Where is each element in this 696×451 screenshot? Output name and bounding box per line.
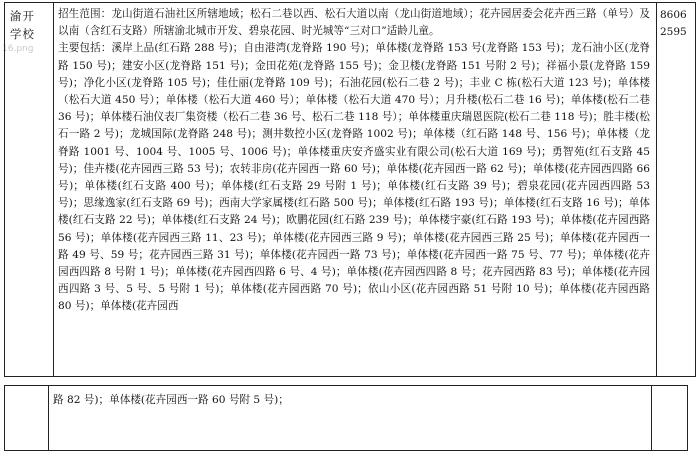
school-name-line1: 渝开 <box>10 9 35 23</box>
continuation-text: 路 82 号)；单体楼(花卉园西一路 60 号附 5 号)； <box>53 394 289 406</box>
continuation-cell <box>49 386 652 451</box>
watermark-text: 16.png <box>2 44 34 54</box>
empty-phone-cell <box>652 386 688 451</box>
continuation-table <box>4 385 688 451</box>
enrollment-includes-text: 主要包括：溪岸上品(红石路 288 号)；自由港湾(龙脊路 190 号)；单体楼(龙脊路 153 号(龙脊路 153 号)；龙石油小区(龙脊路 150 号)；建安小区(龙脊路 151 号)；金田花苑(龙脊路 155 号)；金卫楼(龙脊路 151 号附 2 号)；祥福小景(龙脊路 159 号)；净化小区(龙脊路 105 号)；佳仕丽(龙脊路 109 号)；石油花园(松石二巷 2 号)；丰业 C 栋(松石大道 123 号)；单体楼（松石大道 450 号）；单体楼（松石大道 460 号）；单体楼（松石大道 470 号）；月升楼(松石二巷 16 号)；单体楼(松石二巷 36 号)；单体楼石油仪表厂集资楼（松石二巷 36 号、松石二巷 118 号）；单体楼重庆瑞恩医院(松石二巷 118 号)；胜丰楼(松石一路 2 号)；龙城国际(龙脊路 248 号)；测井数控小区(龙脊路 1002 号)；单体楼（红石路 148 号、156 号)；单体楼（龙脊路 1001 号、1004 号、1005 号、1006 号)；单体楼重庆安齐盛实业有限公司(松石大道 169 号)；勇智苑(红石支路 45 号)；佳卉楼(花卉园西三路 53 号)；农转非房(花卉园西一路 60 号)；单体楼(花卉园西一路 62 号)；单体楼(花卉园西四路 66 号)；单体楼(红石支路 400 号)；单体楼(红石支路 29 号附 1 号)；单体楼(红石支路 39 号)；碧泉花园(花卉园西四路 53 号)；思缘逸家(红石支路 69 号)；西南大学家属楼(红石路 500 号)；单体楼(红石路 193 号)；单体楼(红石支路 16 号)；单体楼(红石支路 22 号)；单体楼(红石支路 24 号)；欧鹏花园(红石路 239 号)；单体楼宇豪(红石路 193 号)；单体楼(花卉园西路 56 号)；单体楼(花卉园西三路 11、23 号)；单体楼(花卉园西三路 9 号)；单体楼(花卉园西三路 25 号)；单体楼(花卉园西一路 49 号、59 号；花卉园西三路 31 号)；单体楼(花卉园西一路 73 号)；单体楼(花卉园西一路 75 号、77 号)；单体楼(花卉园西四路 8 号附 1 号)；单体楼(花卉园西四路 6 号、4 号)；单体楼(花卉园西四路 8 号；花卉园西路 83 号)；单体楼(花卉园西四路 3 号、5 号、5 号附 1 号)；单体楼(花卉园西路 70 号)；依山小区(花卉园西路 51 号附 10 号)；单体楼(花卉园西路 80 号)；单体楼(花卉园西 <box>58 42 650 313</box>
table-row <box>5 3 696 377</box>
enrollment-range-text: 招生范围：龙山街道石油社区所辖地域；松石二巷以西、松石大道以南（龙山街道地域）；花卉园居委会花卉西三路（单号）及以南（含红石支路）所辖渝北城市开发、碧泉花园、时光城等“三对口”适龄儿童。 <box>58 8 650 38</box>
empty-school-cell <box>5 386 49 451</box>
phone-line2: 2595 <box>660 26 687 38</box>
phone-line1: 8606 <box>660 9 687 21</box>
table-row <box>5 386 688 451</box>
enrollment-table <box>4 2 696 377</box>
enrollment-range-cell <box>54 3 657 377</box>
school-name-line2: 学校 <box>10 27 35 41</box>
school-name-cell <box>5 3 54 377</box>
phone-cell <box>657 3 696 377</box>
